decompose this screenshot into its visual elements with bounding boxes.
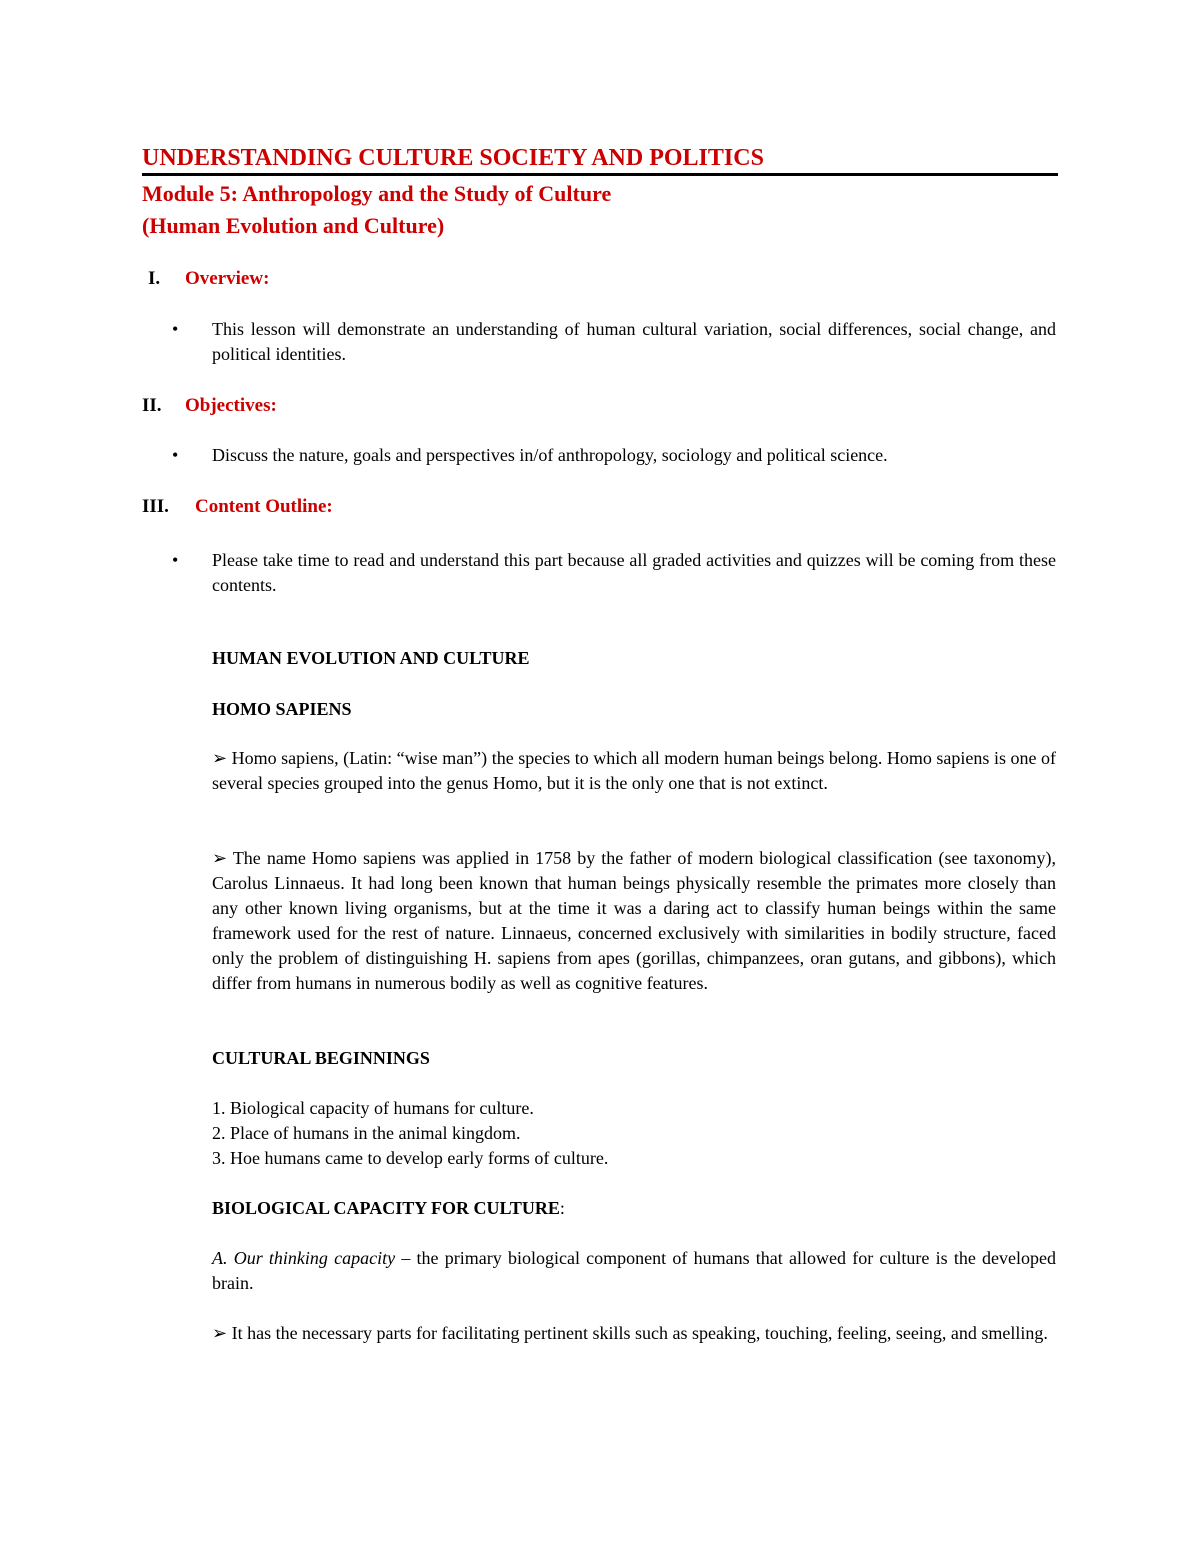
heading-homo-sapiens: HOMO SAPIENS: [212, 699, 352, 719]
list-item: 1. Biological capacity of humans for culture.: [212, 1098, 534, 1118]
section-number: II.: [142, 395, 162, 416]
section-number: III.: [142, 496, 169, 517]
document-title: UNDERSTANDING CULTURE SOCIETY AND POLITICS: [142, 144, 1058, 176]
heading-biological-capacity: BIOLOGICAL CAPACITY FOR CULTURE: [212, 1198, 560, 1218]
section-number: I.: [148, 268, 161, 289]
bullet-icon: •: [172, 319, 179, 339]
overview-text: This lesson will demonstrate an understanding of human cultural variation, social differences, social change, and political identities.: [212, 319, 1056, 364]
thinking-capacity-text: – the primary biological component of humans that allowed for culture is the developed brain.: [212, 1248, 1056, 1293]
content-outline-text: Please take time to read and understand this part because all graded activities and quizzes will be coming from these contents.: [212, 550, 1056, 595]
heading-human-evolution: HUMAN EVOLUTION AND CULTURE: [212, 648, 530, 668]
list-item: 3. Hoe humans came to develop early forms of culture.: [212, 1148, 609, 1168]
section-title-objectives: Objectives:: [185, 395, 277, 416]
section-title-content-outline: Content Outline:: [195, 496, 333, 517]
paragraph-homo-sapiens-1: ➢ Homo sapiens, (Latin: “wise man”) the species to which all modern human beings belong. Homo sapiens is one of several species grouped into the genus Homo, but it is the only one that is not extinct.: [212, 748, 1056, 793]
objectives-text: Discuss the nature, goals and perspectives in/of anthropology, sociology and political science.: [212, 445, 888, 465]
heading-biological-capacity-line: [212, 1196, 565, 1221]
bullet-icon: •: [172, 445, 179, 465]
heading-cultural-beginnings: CULTURAL BEGINNINGS: [212, 1048, 430, 1068]
heading-colon: :: [559, 1198, 565, 1218]
bullet-icon: •: [172, 550, 179, 570]
module-title: Module 5: Anthropology and the Study of Culture: [142, 181, 612, 206]
paragraph-brain-parts: ➢ It has the necessary parts for facilitating pertinent skills such as speaking, touching, feeling, seeing, and smelling.: [212, 1323, 1048, 1343]
module-subtitle: (Human Evolution and Culture): [142, 213, 445, 238]
section-title-overview: Overview:: [185, 268, 270, 289]
list-item: 2. Place of humans in the animal kingdom.: [212, 1123, 521, 1143]
paragraph-thinking-capacity: [212, 1246, 1056, 1296]
paragraph-homo-sapiens-2: ➢ The name Homo sapiens was applied in 1758 by the father of modern biological classification (see taxonomy), Carolus Linnaeus. It had long been known that human beings physically resemble the primates more closely than any other known living organisms, but at the time it was a daring act to classify human beings within the same framework used for the rest of nature. Linnaeus, concerned exclusively with similarities in bodily structure, faced only the problem of distinguishing H. sapiens from apes (gorillas, chimpanzees, oran gutans, and gibbons), which differ from humans in numerous bodily as well as cognitive features.: [212, 848, 1056, 993]
thinking-capacity-label: A. Our thinking capacity: [212, 1248, 396, 1268]
